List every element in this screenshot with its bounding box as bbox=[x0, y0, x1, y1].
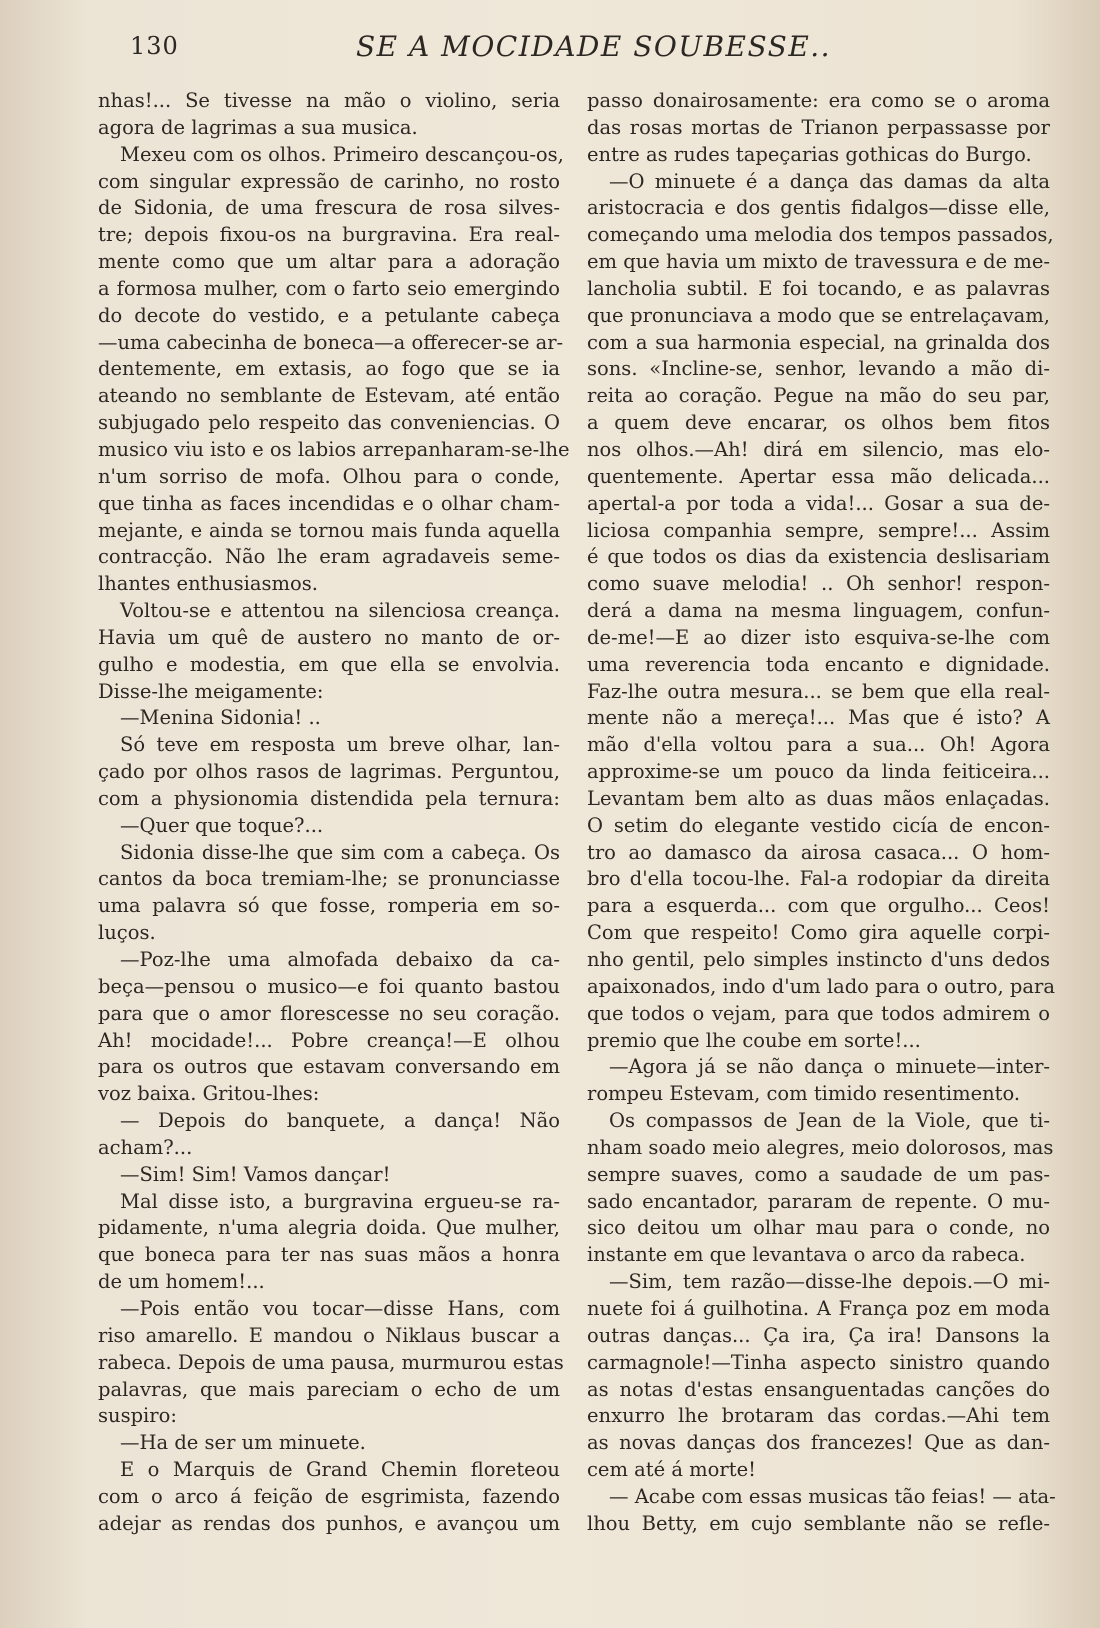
text-line: voz baixa. Gritou-lhes: bbox=[98, 1082, 320, 1106]
text-line: lancholia subtil. E foi tocando, e as palavras bbox=[587, 276, 1050, 300]
text-line: a quem deve encarar, os olhos bem fitos bbox=[587, 411, 1050, 435]
text-line: para os outros que estavam conversando em bbox=[98, 1055, 560, 1079]
text-line: para que o amor florescesse no seu coração. bbox=[98, 1001, 560, 1025]
text-line: lhantes enthusiasmos. bbox=[98, 572, 318, 596]
text-line: uma palavra só que fosse, romperia em so- bbox=[98, 894, 560, 918]
text-line: tro ao damasco da airosa casaca... O hom- bbox=[587, 840, 1050, 864]
text-line: mejante, e ainda se tornou mais funda aquella bbox=[98, 518, 560, 542]
text-line: que tinha as faces incendidas e o olhar cham- bbox=[98, 491, 560, 515]
text-line: Levantam bem alto as duas mãos enlaçadas. bbox=[587, 786, 1050, 810]
text-line: suspiro: bbox=[98, 1404, 177, 1428]
text-line: as notas d'estas ensanguentadas canções do bbox=[587, 1377, 1050, 1401]
text-line: — Depois do banquete, a dança! Não bbox=[120, 1109, 560, 1133]
text-line: como suave melodia! .. Oh senhor! respon- bbox=[587, 572, 1050, 596]
text-line: Sidonia disse-lhe que sim com a cabeça. Os bbox=[120, 840, 560, 864]
text-line: n'um sorriso de mofa. Olhou para o conde, bbox=[98, 464, 560, 488]
text-line: Voltou-se e attentou na silenciosa creança. bbox=[120, 599, 560, 623]
text-line: cantos da boca tremiam-lhe; se pronunciasse bbox=[98, 867, 560, 891]
text-line: liciosa companhia sempre, sempre!... Assim bbox=[587, 518, 1050, 542]
text-line: tre; depois fixou-os na burgravina. Era real- bbox=[98, 223, 560, 247]
text-line: de Sidonia, de uma frescura de rosa silves- bbox=[98, 196, 560, 220]
text-line: uma reverencia toda encanto e dignidade. bbox=[587, 652, 1050, 676]
text-line: nuete foi á guilhotina. A França poz em moda bbox=[587, 1296, 1050, 1320]
text-line: começando uma melodia dos tempos passados, bbox=[587, 223, 1054, 247]
text-line: Faz-lhe outra mesura... se bem que ella real- bbox=[587, 679, 1050, 703]
text-line: gulho e modestia, em que ella se envolvia. bbox=[98, 652, 560, 676]
text-line: sico deitou um olhar mau para o conde, no bbox=[587, 1216, 1050, 1240]
text-line: carmagnole!—Tinha aspecto sinistro quando bbox=[587, 1350, 1050, 1374]
text-line: das rosas mortas de Trianon perpassasse por bbox=[587, 115, 1050, 139]
text-line: —Agora já se não dança o minuete—inter- bbox=[609, 1055, 1050, 1079]
text-line: Os compassos de Jean de la Viole, que ti- bbox=[609, 1109, 1050, 1133]
text-line: a formosa mulher, com o farto seio emergindo bbox=[98, 276, 560, 300]
text-line: que pronunciava a modo que se entrelaçavam, bbox=[587, 303, 1050, 327]
text-line: çado por olhos rasos de lagrimas. Perguntou, bbox=[98, 760, 560, 784]
text-line: — Acabe com essas musicas tão feias! — ata- bbox=[609, 1484, 1056, 1508]
text-line: apertal-a por toda a vida!... Gosar a sua de- bbox=[587, 491, 1050, 515]
text-line: subjugado pelo respeito das conveniencias. O bbox=[98, 411, 560, 435]
text-line: nhas!... Se tivesse na mão o violino, seria bbox=[98, 89, 560, 112]
text-line: nos olhos.—Ah! dirá em silencio, mas elo- bbox=[587, 437, 1050, 461]
text-line: apaixonados, indo d'um lado para o outro, para bbox=[587, 974, 1055, 998]
text-line: nho gentil, pelo simples instincto d'uns dedos bbox=[587, 948, 1050, 971]
text-line: rabeca. Depois de uma pausa, murmurou estas bbox=[98, 1350, 564, 1374]
running-title: SE A MOCIDADE SOUBESSE.. bbox=[356, 30, 832, 63]
text-line: Com que respeito! Como gira aquelle corpi- bbox=[587, 921, 1050, 945]
text-line: —Ha de ser um minuete. bbox=[120, 1431, 366, 1455]
text-line: —Sim! Sim! Vamos dançar! bbox=[120, 1162, 391, 1186]
text-line: para a esquerda... com que orgulho... Ceos! bbox=[587, 894, 1050, 918]
text-line: —Quer que toque?... bbox=[120, 813, 324, 837]
text-line: com a physionomia distendida pela ternura: bbox=[98, 786, 560, 810]
text-line: de um homem!... bbox=[98, 1270, 265, 1294]
text-line: E o Marquis de Grand Chemin floreteou bbox=[120, 1458, 560, 1482]
text-line: acham?... bbox=[98, 1135, 193, 1159]
text-line: Mexeu com os olhos. Primeiro descançou-os, bbox=[120, 142, 564, 166]
text-line: instante em que levantava o arco da rabeca. bbox=[587, 1243, 1026, 1267]
text-line: bro d'ella tocou-lhe. Fal-a rodopiar da direita bbox=[587, 867, 1050, 891]
text-line: —Sim, tem razão—disse-lhe depois.—O mi- bbox=[609, 1270, 1050, 1294]
text-line: reita ao coração. Pegue na mão do seu par, bbox=[587, 384, 1050, 408]
text-line: rompeu Estevam, com timido resentimento. bbox=[587, 1082, 1021, 1106]
page-number: 130 bbox=[130, 32, 179, 60]
text-line: Havia um quê de austero no manto de or- bbox=[98, 625, 560, 649]
text-line: as novas danças dos francezes! Que as dan- bbox=[587, 1431, 1050, 1455]
text-line: cem até á morte! bbox=[587, 1458, 756, 1482]
text-line: O setim do elegante vestido cicía de encon- bbox=[587, 813, 1050, 837]
text-line: dentemente, em extasis, ao fogo que se ia bbox=[98, 357, 560, 381]
text-line: riso amarello. E mandou o Niklaus buscar a bbox=[98, 1323, 560, 1347]
text-line: palavras, que mais pareciam o echo de um bbox=[98, 1377, 560, 1401]
text-line: sons. «Incline-se, senhor, levando a mão di- bbox=[587, 357, 1050, 381]
text-line: quentemente. Apertar essa mão delicada... bbox=[587, 464, 1050, 488]
text-line: em que havia um mixto de travessura e de me- bbox=[587, 250, 1050, 274]
text-line: —O minuete é a dança das damas da alta bbox=[609, 169, 1050, 193]
text-line: aristocracia e dos gentis fidalgos—disse elle, bbox=[587, 196, 1050, 220]
text-line: que todos o vejam, para que todos admirem o bbox=[587, 1001, 1050, 1025]
text-line: com o arco á feição de esgrimista, fazendo bbox=[98, 1484, 560, 1508]
text-line: pidamente, n'uma alegria doida. Que mulher, bbox=[98, 1216, 560, 1240]
text-line: lhou Betty, em cujo semblante não se refle- bbox=[587, 1511, 1050, 1535]
text-line: com singular expressão de carinho, no rosto bbox=[98, 169, 560, 193]
text-line: sempre suaves, como a saudade de um pas- bbox=[587, 1162, 1050, 1186]
text-line: passo donairosamente: era como se o aroma bbox=[587, 89, 1050, 112]
text-line: enxurro lhe brotaram das cordas.—Ahi tem bbox=[587, 1404, 1050, 1428]
text-line: Mal disse isto, a burgravina ergueu-se ra- bbox=[120, 1189, 560, 1213]
text-line: musico viu isto e os labios arrepanharam-se-lhe bbox=[98, 437, 570, 461]
text-line: —uma cabecinha de boneca—a offerecer-se ar- bbox=[98, 330, 564, 354]
text-line: premio que lhe coube em sorte!... bbox=[587, 1028, 921, 1052]
text-line: contracção. Não lhe eram agradaveis seme- bbox=[98, 545, 560, 569]
text-line: de-me!—E ao dizer isto esquiva-se-lhe com bbox=[587, 625, 1050, 649]
text-line: mente como que um altar para a adoração bbox=[98, 250, 560, 274]
text-line: nham soado meio alegres, meio dolorosos, mas bbox=[587, 1135, 1054, 1159]
text-line: —Menina Sidonia! .. bbox=[120, 706, 321, 730]
text-line: Ah! mocidade!... Pobre creança!—E olhou bbox=[98, 1028, 560, 1052]
text-line: ateando no semblante de Estevam, até então bbox=[98, 384, 560, 408]
text-line: agora de lagrimas a sua musica. bbox=[98, 115, 418, 139]
text-line: é que todos os dias da existencia deslisariam bbox=[587, 545, 1050, 569]
text-line: outras danças... Ça ira, Ça ira! Dansons la bbox=[587, 1323, 1050, 1347]
text-line: Só teve em resposta um breve olhar, lan- bbox=[120, 733, 560, 757]
text-line: entre as rudes tapeçarias gothicas do Burgo. bbox=[587, 142, 1032, 166]
text-line: beça—pensou o musico—e foi quanto bastou bbox=[98, 974, 560, 998]
text-line: Disse-lhe meigamente: bbox=[98, 679, 324, 703]
text-line: approxime-se um pouco da linda feiticeira... bbox=[587, 760, 1050, 784]
right-text-column bbox=[587, 88, 1056, 1538]
text-line: adejar as rendas dos punhos, e avançou um bbox=[98, 1511, 560, 1535]
text-line: —Pois então vou tocar—disse Hans, com bbox=[120, 1296, 560, 1320]
text-line: luços. bbox=[98, 921, 156, 945]
text-line: do decote do vestido, e a petulante cabeça bbox=[98, 303, 560, 327]
text-line: mão d'ella voltou para a sua... Oh! Agora bbox=[587, 733, 1050, 757]
text-line: com a sua harmonia especial, na grinalda dos bbox=[587, 330, 1050, 354]
text-line: sado encantador, pararam de repente. O mu- bbox=[587, 1189, 1050, 1213]
text-line: mente não a mereça!... Mas que é isto? A bbox=[587, 706, 1050, 730]
text-line: —Poz-lhe uma almofada debaixo da ca- bbox=[120, 948, 560, 971]
text-line: derá a dama na mesma linguagem, confun- bbox=[587, 599, 1050, 623]
left-text-column bbox=[98, 88, 570, 1538]
text-line: que boneca para ter nas suas mãos a honra bbox=[98, 1243, 560, 1267]
